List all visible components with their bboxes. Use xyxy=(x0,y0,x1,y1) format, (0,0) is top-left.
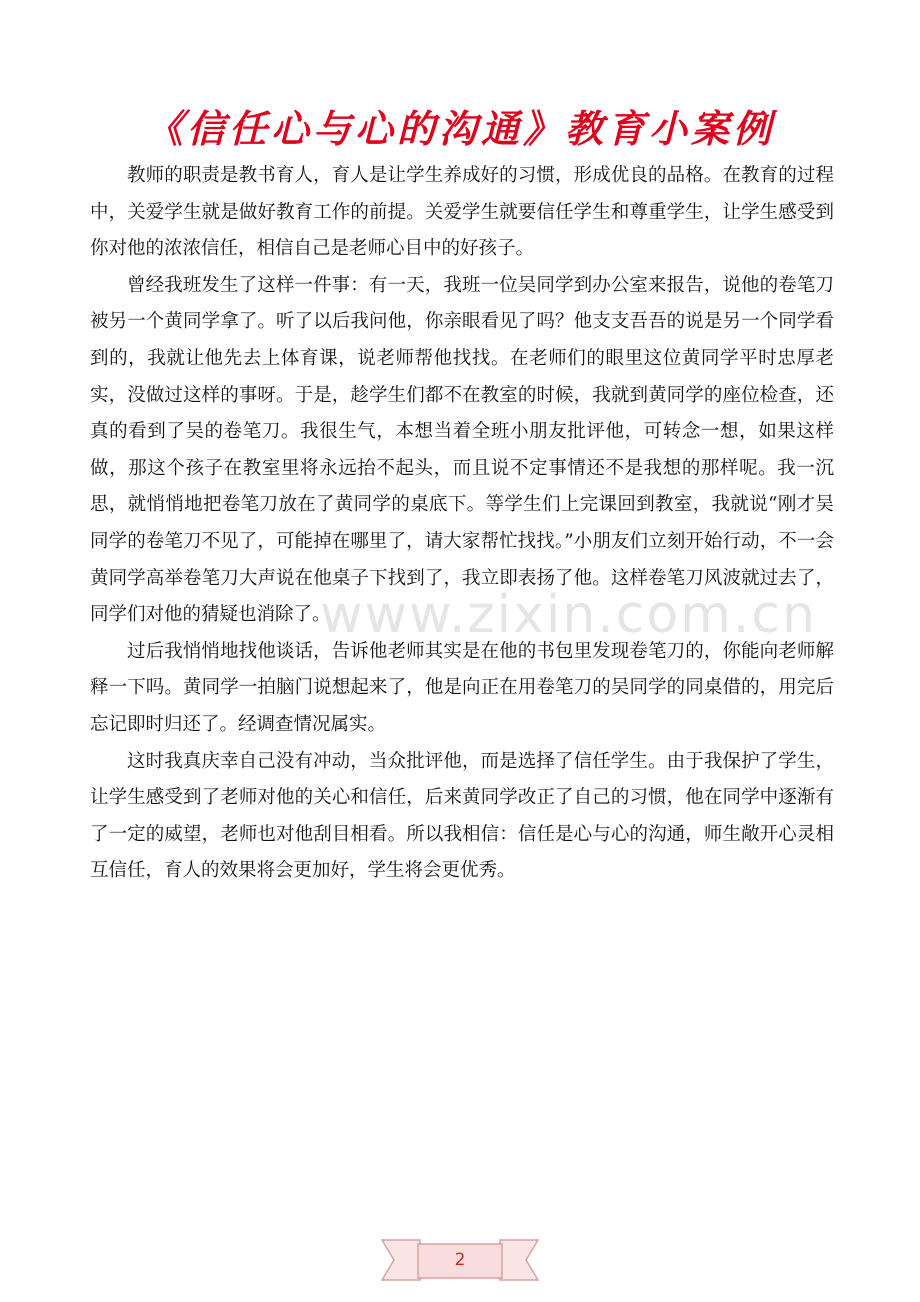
watermark: www.zixin.com.cn xyxy=(320,585,817,645)
ribbon-right-tail xyxy=(500,1240,538,1280)
page-number: 2 xyxy=(454,1250,466,1270)
document-title: 《信任心与心的沟通》教育小案例 xyxy=(144,107,775,151)
paragraph-2: 曾经我班发生了这样一件事：有一天，我班一位吴同学到办公室来报告，说他的卷笔刀被另一个黄同学拿了。听了以后我问他，你亲眼看见了吗？他支支吾吾的说是另一个同学看到的，我就让他先去上体育课，说老师帮他找找。在老师们的眼里这位黄同学平时忠厚老实，没做过这样的事呀。于是，趁学生们都不在教室的时候，我就到黄同学的座位检查，还真的看到了吴的卷笔刀。我很生气，本想当着全班小朋友批评他，可转念一想，如果这样做，那这个孩子在教室里将永远抬不起头，而且说不定事情还不是我想的那样呢。我一沉思，就悄悄地把卷笔刀放在了黄同学的桌底下。等学生们上完课回到教室，我就说“刚才吴同学的卷笔刀不见了，可能掉在哪里了，请大家帮忙找找。”小朋友们立刻开始行动，不一会黄同学高举卷笔刀大声说在他桌子下找到了，我立即表扬了他。这样卷笔刀风波就过去了，同学们对他的猜疑也消除了。 xyxy=(90,274,834,626)
paragraph-1: 教师的职责是教书育人，育人是让学生养成好的习惯，形成优良的品格。在教育的过程中，关爱学生就是做好教育工作的前提。关爱学生就要信任学生和尊重学生，让学生感受到你对他的浓浓信任，相信自己是老师心目中的好孩子。 xyxy=(90,165,834,260)
ribbon-left-tail xyxy=(382,1240,420,1280)
document-body xyxy=(90,158,834,890)
paragraph-4: 这时我真庆幸自己没有冲动，当众批评他，而是选择了信任学生。由于我保护了学生，让学生感受到了老师对他的关心和信任，后来黄同学改正了自己的习惯，他在同学中逐渐有了一定的威望，老师也对他刮目相看。所以我相信：信任是心与心的沟通，师生敞开心灵相互信任，育人的效果将会更加好，学生将会更优秀。 xyxy=(90,750,834,882)
paragraph-3: 过后我悄悄地找他谈话，告诉他老师其实是在他的书包里发现卷笔刀的，你能向老师解释一下吗。黄同学一拍脑门说想起来了，他是向正在用卷笔刀的吴同学的同桌借的，用完后忘记即时归还了。经调查情况属实。 xyxy=(90,640,834,735)
